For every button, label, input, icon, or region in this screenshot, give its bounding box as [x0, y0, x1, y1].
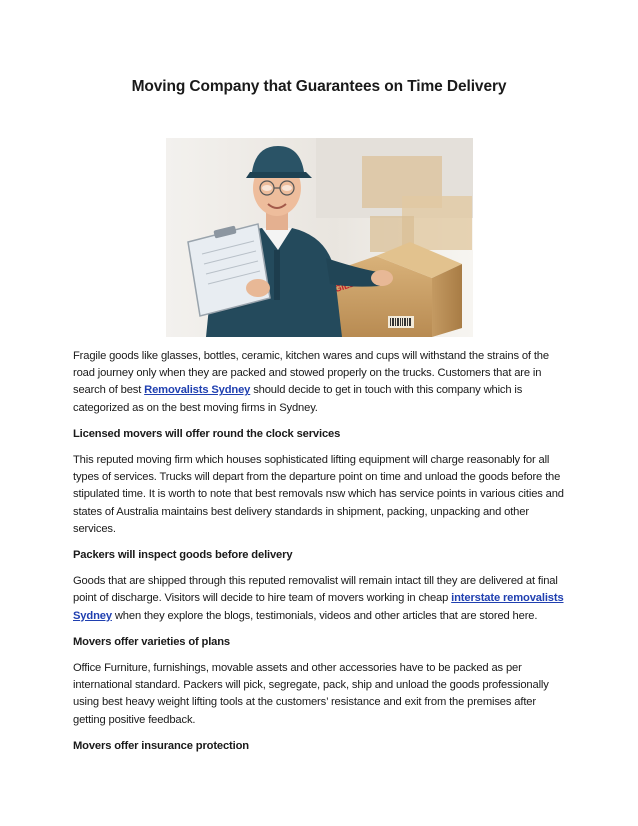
heading-varieties-of-plans: Movers offer varieties of plans [73, 635, 231, 648]
removalists-sydney-link[interactable]: Removalists Sydney [144, 384, 251, 397]
paragraph-goods-shipped [73, 573, 568, 625]
page-title: Moving Company that Guarantees on Time Delivery [131, 78, 507, 95]
hero-image-mover-with-boxes [166, 138, 473, 337]
paragraph-text: Fragile goods like glasses, bottles, ceramic, kitchen wares and cups will withstand the strains of the road journey only when they are packed and stowed properly on the trucks. Customers that are in search of best [73, 350, 549, 397]
paragraph-text: This reputed moving firm which houses sophisticated lifting equipment will charge reasonably for all types of services. Trucks will depart from the departure point on time and unload the goods before the stipulated time. It is worth to note that best removals nsw which has service points in various cities and states of Australia maintains best delivery standards in shipment, packing, unpacking and other services. [73, 454, 564, 535]
paragraph-text: Goods that are shipped through this reputed removalist will remain intact till they are delivered at final point of discharge. Visitors will decide to hire team of movers working in cheap [73, 575, 558, 605]
heading-packers-inspect: Packers will inspect goods before delivery [73, 549, 293, 562]
paragraph-reputed-moving-firm [73, 452, 568, 538]
mover-illustration [166, 138, 473, 337]
heading-insurance-protection: Movers offer insurance protection [73, 739, 249, 752]
paragraph-text: when they explore the blogs, testimonials, videos and other articles that are stored here. [111, 609, 538, 622]
paragraph-text: Office Furniture, furnishings, movable assets and other accessories have to be packed as per international standard. Packers will pick, segregate, pack, ship and unload the goods professionally using best heavy weight lifting tools at the customers’ resistance and exit from the premises after getting positive feedback. [73, 662, 549, 726]
interstate-removalists-link[interactable]: interstate removalists Sydney [73, 592, 564, 622]
heading-licensed-movers: Licensed movers will offer round the clock services [73, 427, 341, 440]
paragraph-office-furniture [73, 660, 568, 729]
paragraph-text: should decide to get in touch with this company which is categorized as on the best moving firms in Sydney. [73, 384, 523, 414]
article-body [73, 348, 568, 764]
paragraph-fragile-goods [73, 348, 568, 417]
